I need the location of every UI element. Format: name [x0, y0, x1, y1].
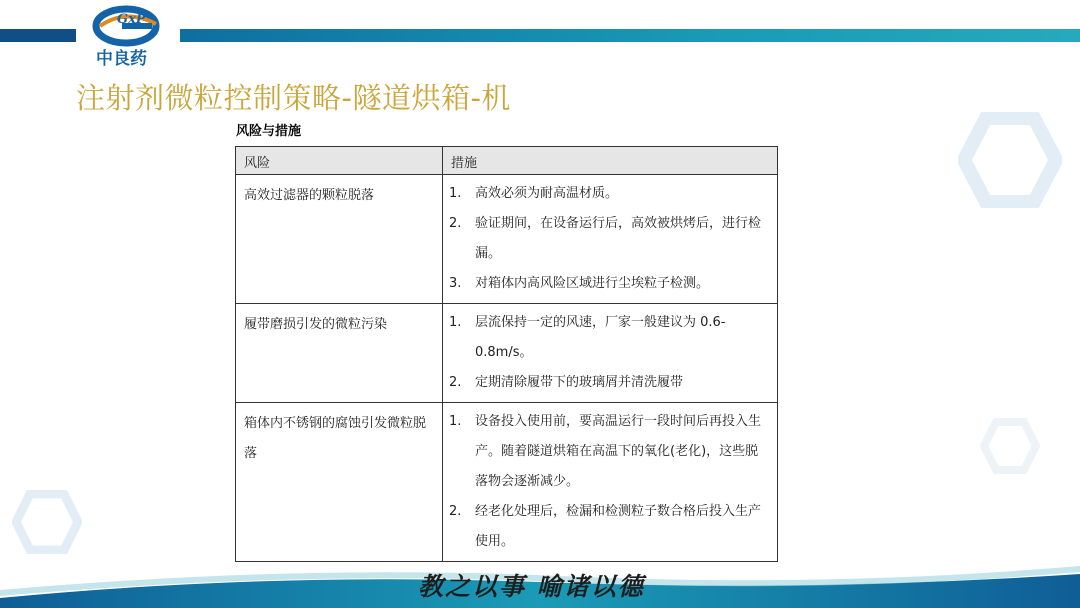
logo-gxp-text: GxP [117, 12, 146, 27]
measure-item [449, 179, 771, 209]
measure-item [449, 209, 771, 269]
risk-cell: 高效过滤器的颗粒脱落 [236, 175, 443, 304]
measure-item [449, 497, 771, 557]
measure-item [449, 407, 771, 497]
header-bar-left [0, 29, 76, 42]
measure-item [449, 368, 771, 398]
table-header-row [236, 147, 778, 175]
table-row [236, 175, 778, 304]
measure-number: 2. [449, 375, 462, 390]
hexagon-decoration-icon [958, 112, 1062, 208]
measure-number: 2. [449, 504, 462, 519]
slide-title: 注射剂微粒控制策略-隧道烘箱-机 [76, 81, 511, 115]
table-row [236, 403, 778, 562]
measure-number: 1. [449, 414, 462, 429]
measure-text: 高效必须为耐高温材质。 [475, 186, 619, 201]
logo-text: 中良药 [96, 49, 147, 69]
measure-text: 设备投入使用前，要高温运行一段时间后再投入生产。随着隧道烘箱在高温下的氧化(老化)，这些脱落物会逐渐减少。 [475, 414, 762, 489]
risk-cell: 箱体内不锈钢的腐蚀引发微粒脱落 [236, 403, 443, 562]
measure-number: 3. [449, 276, 462, 291]
measure-list [443, 304, 777, 402]
measure-text: 层流保持一定的风速，厂家一般建议为 0.6-0.8m/s。 [475, 315, 726, 360]
measure-cell [443, 403, 778, 562]
measure-text: 经老化处理后，检漏和检测粒子数合格后投入生产使用。 [475, 504, 762, 549]
hexagon-decoration-left-icon [12, 490, 82, 554]
measure-cell [443, 304, 778, 403]
measure-number: 1. [449, 186, 462, 201]
header-risk: 风险 [236, 147, 443, 175]
measure-list [443, 403, 777, 561]
table-row [236, 304, 778, 403]
hexagon-decoration-small-icon [980, 418, 1040, 474]
measure-item [449, 308, 771, 368]
footer-motto: 教之以事 喻诸以德 [418, 572, 645, 601]
measure-text: 验证期间，在设备运行后，高效被烘烤后，进行检漏。 [475, 216, 762, 261]
measure-number: 2. [449, 216, 462, 231]
header-bar-right [180, 29, 1080, 42]
header-measure: 措施 [443, 147, 778, 175]
table-caption: 风险与措施 [236, 124, 302, 139]
measure-list [443, 175, 777, 303]
measure-text: 对箱体内高风险区域进行尘埃粒子检测。 [475, 276, 710, 291]
measure-number: 1. [449, 315, 462, 330]
measure-item [449, 269, 771, 299]
measure-text: 定期清除履带下的玻璃屑并清洗履带 [475, 375, 684, 390]
risk-cell: 履带磨损引发的微粒污染 [236, 304, 443, 403]
measure-cell [443, 175, 778, 304]
risk-measure-table [235, 146, 778, 562]
